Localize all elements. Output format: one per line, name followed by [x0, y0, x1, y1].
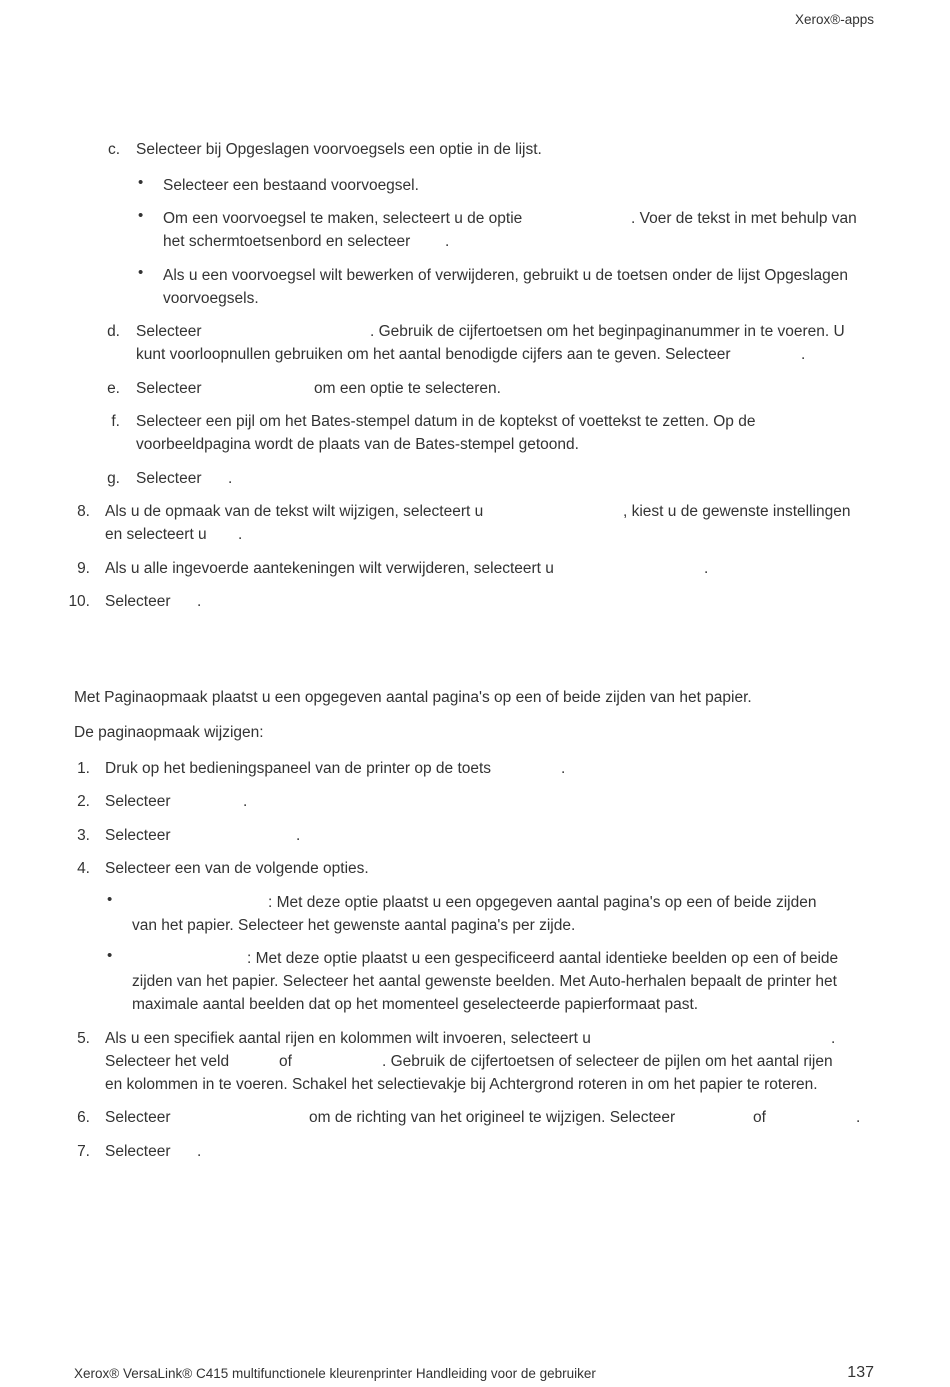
bullet-icon: •	[138, 174, 144, 191]
step-g-marker: g.	[107, 470, 120, 487]
step-10-b: .	[197, 593, 202, 610]
step-7-a: Selecteer	[105, 1143, 171, 1160]
step-5-line2b: of	[279, 1053, 292, 1070]
step-3-marker: 3.	[77, 827, 90, 844]
bullet-icon: •	[138, 207, 144, 224]
bullet-icon: •	[107, 891, 113, 908]
step-6-c: of	[753, 1109, 766, 1126]
step-4-bullet-2-line2: zijden van het papier. Selecteer het aantal gewenste beelden. Met Auto-herhalen bepaalt de printer het	[132, 973, 837, 990]
step-c-bullet-2-line1b: . Voer de tekst in met behulp van	[631, 210, 857, 227]
section-intro: Met Paginaopmaak plaatst u een opgegeven aantal pagina's op een of beide zijden van het papier.	[74, 689, 752, 706]
step-9-marker: 9.	[77, 560, 90, 577]
step-d-line1b: . Gebruik de cijfertoetsen om het beginpaginanummer in te voeren. U	[370, 323, 845, 340]
step-5-line2c: . Gebruik de cijfertoetsen of selecteer de pijlen om het aantal rijen	[382, 1053, 833, 1070]
step-d-marker: d.	[107, 323, 120, 340]
step-e-b: om een optie te selecteren.	[314, 380, 501, 397]
step-8-marker: 8.	[77, 503, 90, 520]
step-4-text: Selecteer een van de volgende opties.	[105, 860, 369, 877]
step-9-a: Als u alle ingevoerde aantekeningen wilt verwijderen, selecteert u	[105, 560, 554, 577]
step-e-marker: e.	[107, 380, 120, 397]
step-10-a: Selecteer	[105, 593, 171, 610]
step-10-marker: 10.	[68, 593, 90, 610]
step-3-b: .	[296, 827, 301, 844]
step-8-line2b: .	[238, 526, 243, 543]
footer-text: Xerox® VersaLink® C415 multifunctionele kleurenprinter Handleiding voor de gebruiker	[74, 1366, 596, 1381]
step-1-a: Druk op het bedieningspaneel van de printer op de toets	[105, 760, 492, 777]
step-f-line2: voorbeeldpagina wordt de plaats van de Bates-stempel getoond.	[136, 436, 579, 453]
step-c-bullet-2-line2a: het schermtoetsenbord en selecteer	[163, 233, 411, 250]
step-4-bullet-2-line3: maximale aantal beelden dat op het momenteel geselecteerde papierformaat past.	[132, 996, 699, 1013]
step-9-b: .	[704, 560, 709, 577]
step-2-b: .	[243, 793, 248, 810]
step-f-line1: Selecteer een pijl om het Bates-stempel datum in de koptekst of voettekst te zetten. Op de	[136, 413, 756, 430]
step-c-bullet-2-line1a: Om een voorvoegsel te maken, selecteert u de optie	[163, 210, 523, 227]
step-c-bullet-2-line2b: .	[445, 233, 450, 250]
step-1-b: .	[561, 760, 566, 777]
bullet-icon: •	[107, 947, 113, 964]
step-g-b: .	[228, 470, 233, 487]
step-6-d: .	[856, 1109, 861, 1126]
step-8-line1a: Als u de opmaak van de tekst wilt wijzigen, selecteert u	[105, 503, 484, 520]
step-d-line2b: .	[801, 346, 806, 363]
running-header: Xerox®-apps	[795, 12, 874, 27]
step-8-line2a: en selecteert u	[105, 526, 207, 543]
step-c-marker: c.	[107, 141, 120, 158]
step-5-line1b: .	[831, 1030, 836, 1047]
step-c-bullet-3-line1: Als u een voorvoegsel wilt bewerken of verwijderen, gebruikt u de toetsen onder de lijst Opgeslagen	[163, 267, 848, 284]
step-4-bullet-2-line1: : Met deze optie plaatst u een gespecificeerd aantal identieke beelden op een of beide	[247, 950, 839, 967]
step-g-a: Selecteer	[136, 470, 202, 487]
step-2-marker: 2.	[77, 793, 90, 810]
step-e-a: Selecteer	[136, 380, 202, 397]
step-7-b: .	[197, 1143, 202, 1160]
step-5-line1a: Als u een specifiek aantal rijen en kolommen wilt invoeren, selecteert u	[105, 1030, 591, 1047]
step-4-marker: 4.	[77, 860, 90, 877]
step-d-line1a: Selecteer	[136, 323, 202, 340]
step-c-text: Selecteer bij Opgeslagen voorvoegsels een optie in de lijst.	[136, 141, 542, 158]
step-3-a: Selecteer	[105, 827, 171, 844]
bullet-icon: •	[138, 264, 144, 281]
step-2-a: Selecteer	[105, 793, 171, 810]
step-d-line2a: kunt voorloopnullen gebruiken om het aantal benodigde cijfers aan te geven. Selecteer	[136, 346, 731, 363]
page-number: 137	[847, 1364, 874, 1381]
step-7-marker: 7.	[77, 1143, 90, 1160]
step-f-marker: f.	[111, 413, 120, 430]
step-c-bullet-1: Selecteer een bestaand voorvoegsel.	[163, 177, 419, 194]
step-1-marker: 1.	[77, 760, 90, 777]
step-8-line1b: , kiest u de gewenste instellingen	[623, 503, 851, 520]
step-c-bullet-3-line2: voorvoegsels.	[163, 290, 259, 307]
step-4-bullet-1-line2: van het papier. Selecteer het gewenste aantal pagina's per zijde.	[132, 917, 576, 934]
step-5-line2a: Selecteer het veld	[105, 1053, 230, 1070]
step-6-b: om de richting van het origineel te wijzigen. Selecteer	[309, 1109, 676, 1126]
step-4-bullet-1-line1: : Met deze optie plaatst u een opgegeven aantal pagina's op een of beide zijden	[268, 894, 817, 911]
step-5-marker: 5.	[77, 1030, 90, 1047]
step-5-line3: en kolommen in te voeren. Schakel het selectievakje bij Achtergrond roteren in om het papier te roteren.	[105, 1076, 818, 1093]
step-6-marker: 6.	[77, 1109, 90, 1126]
section-lead: De paginaopmaak wijzigen:	[74, 724, 264, 741]
step-6-a: Selecteer	[105, 1109, 171, 1126]
